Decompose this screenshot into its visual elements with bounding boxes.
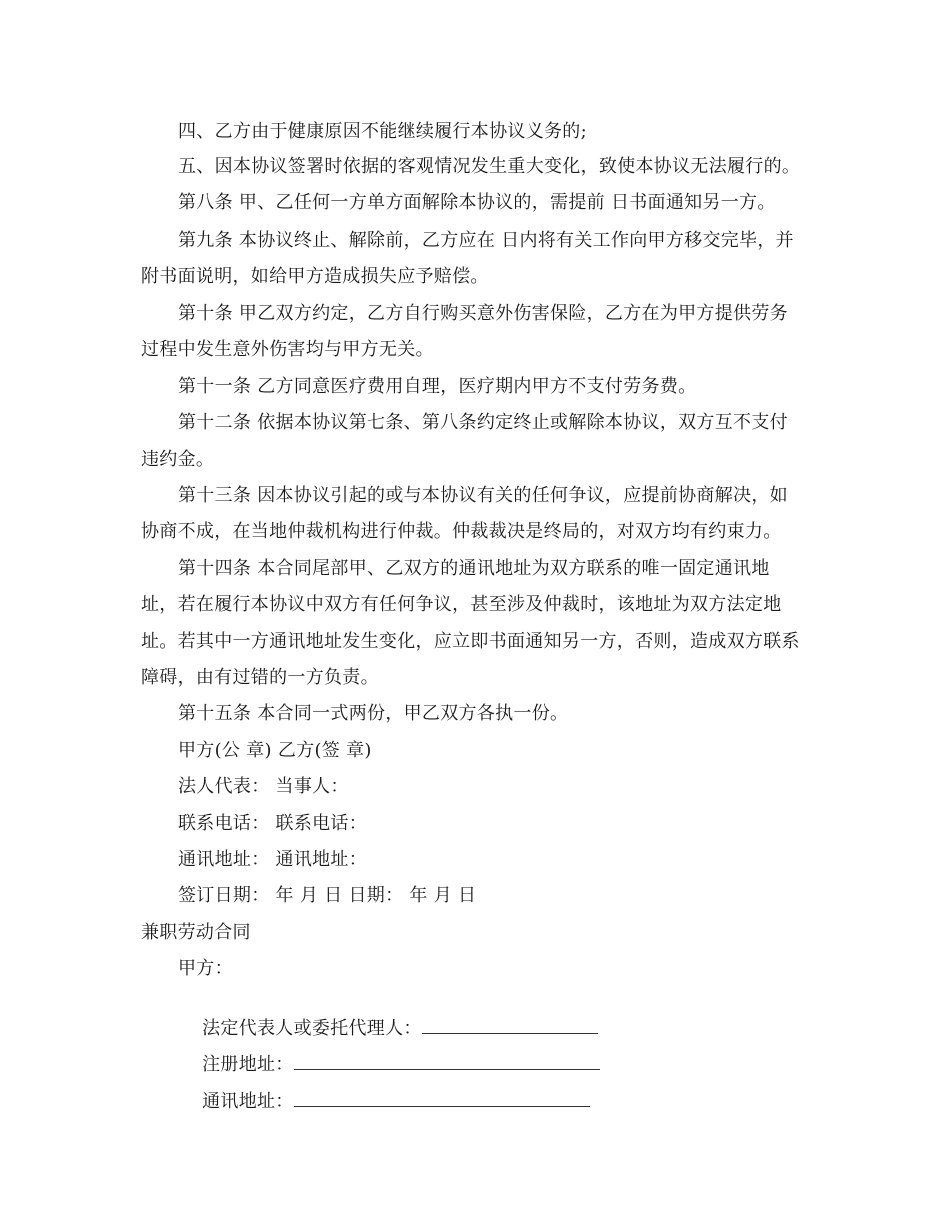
legal-representative-label: 法定代表人或委托代理人： [202,1018,422,1039]
article-11: 第十一条 乙方同意医疗费用自理，医疗期内甲方不支付劳务费。 [178,376,697,397]
article-10-line-2: 过程中发生意外伤害均与甲方无关。 [141,339,434,360]
article-9-line-1: 第九条 本协议终止、解除前，乙方应在 日内将有关工作向甲方移交完毕，并 [178,230,794,251]
address-line: 通讯地址： 通讯地址： [178,849,368,870]
clause-item-4: 四、乙方由于健康原因不能继续履行本协议义务的; [178,121,587,142]
seal-line: 甲方(公 章) 乙方(签 章) [178,740,372,761]
article-12-line-1: 第十二条 依据本协议第七条、第八条约定终止或解除本协议，双方互不支付 [178,412,788,433]
section-title: 兼职劳动合同 [141,922,251,943]
mailing-address-label: 通讯地址： [202,1091,294,1112]
article-10-line-1: 第十条 甲乙双方约定，乙方自行购买意外伤害保险，乙方在为甲方提供劳务 [178,303,788,324]
article-14-line-1: 第十四条 本合同尾部甲、乙双方的通讯地址为双方联系的唯一固定通讯地 [178,558,770,579]
article-15: 第十五条 本合同一式两份，甲乙双方各执一份。 [178,703,569,724]
date-line: 签订日期： 年 月 日 日期： 年 月 日 [178,885,477,906]
representative-line: 法人代表： 当事人： [178,776,349,797]
registered-address-label: 注册地址： [202,1054,294,1075]
mailing-address-blank [294,1090,590,1107]
article-13-line-1: 第十三条 因本协议引起的或与本协议有关的任何争议，应提前协商解决，如 [178,485,788,506]
article-14-line-2: 址，若在履行本协议中双方有任何争议，甚至涉及仲裁时，该地址为双方法定地 [141,594,782,615]
article-12-line-2: 违约金。 [141,449,215,470]
article-14-line-3: 址。若其中一方通讯地址发生变化，应立即书面通知另一方，否则，造成双方联系 [141,631,800,652]
clause-item-5: 五、因本协议签署时依据的客观情况发生重大变化，致使本协议无法履行的。 [178,156,801,177]
mailing-address-row [178,1068,590,1135]
article-13-line-2: 协商不成，在当地仲裁机构进行仲裁。仲裁裁决是终局的，对双方均有约束力。 [141,521,782,542]
phone-line: 联系电话： 联系电话： [178,813,368,834]
article-9-line-2: 附书面说明，如给甲方造成损失应予赔偿。 [141,266,489,287]
article-14-line-4: 障碍，由有过错的一方负责。 [141,667,379,688]
article-8: 第八条 甲、乙任何一方单方面解除本协议的，需提前 日书面通知另一方。 [178,192,776,213]
party-a-line: 甲方： [178,958,233,979]
